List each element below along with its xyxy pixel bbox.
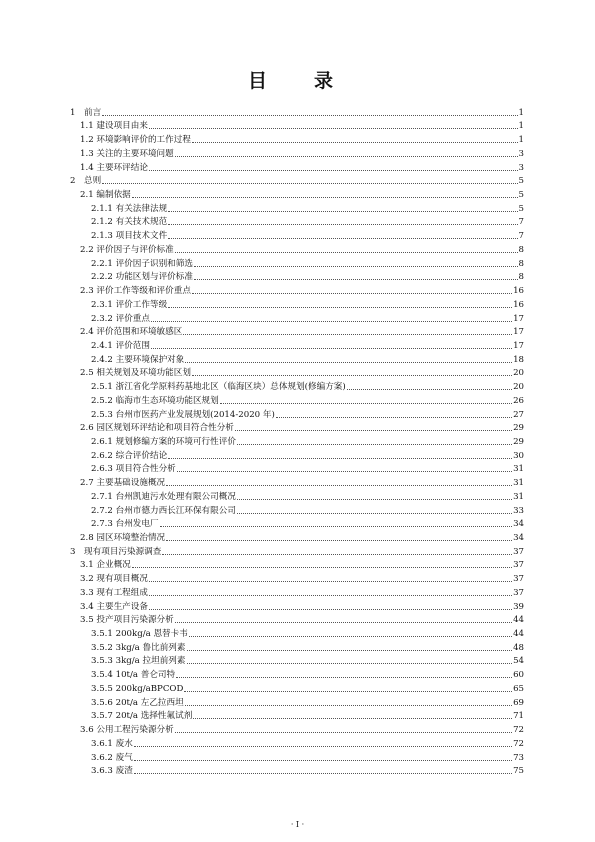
toc-entry-label: 3.5.2 3kg/a 鲁比前列素 bbox=[91, 642, 186, 653]
toc-entry-page: 37 bbox=[513, 574, 524, 585]
toc-entry[interactable] bbox=[70, 461, 524, 475]
toc-entry[interactable] bbox=[70, 502, 524, 516]
toc-entry-label: 1.2 环境影响评价的工作过程 bbox=[80, 135, 191, 146]
toc-entry-page: 37 bbox=[513, 560, 524, 571]
toc-entry[interactable] bbox=[70, 694, 524, 708]
toc-dot-leader bbox=[168, 307, 512, 308]
toc-entry[interactable] bbox=[70, 131, 524, 145]
toc-entry[interactable] bbox=[70, 214, 524, 228]
toc-entry[interactable] bbox=[70, 173, 524, 187]
toc-dot-leader bbox=[185, 705, 512, 706]
toc-entry-page: 8 bbox=[518, 272, 524, 283]
toc-entry-label: 2.5.1 浙江省化学原料药基地北区（临海区块）总体规划(修编方案) bbox=[91, 382, 346, 393]
toc-dot-leader bbox=[134, 773, 512, 774]
toc-entry-page: 31 bbox=[513, 464, 524, 475]
toc-entry[interactable] bbox=[70, 763, 524, 777]
toc-dot-leader bbox=[175, 622, 512, 623]
toc-entry-page: 16 bbox=[513, 286, 524, 297]
toc-entry-page: 17 bbox=[513, 327, 524, 338]
toc-dot-leader bbox=[237, 499, 512, 500]
toc-entry-page: 7 bbox=[518, 231, 524, 242]
toc-entry[interactable] bbox=[70, 557, 524, 571]
toc-dot-leader bbox=[132, 197, 518, 198]
toc-dot-leader bbox=[102, 115, 517, 116]
page-title: 目 录 bbox=[247, 70, 347, 92]
toc-entry[interactable] bbox=[70, 749, 524, 763]
toc-dot-leader bbox=[193, 718, 512, 719]
toc-entry-page: 31 bbox=[513, 478, 524, 489]
toc-entry-label: 2.7.3 台州发电厂 bbox=[91, 519, 159, 530]
toc-entry-label: 3.5.7 20t/a 选择性氟试剂 bbox=[91, 711, 193, 722]
toc-entry-label: 1.3 关注的主要环境问题 bbox=[80, 148, 174, 159]
toc-entry-label: 3.5.5 200kg/aBPCOD bbox=[91, 683, 184, 694]
toc-entry-page: 65 bbox=[513, 683, 524, 694]
toc-dot-leader bbox=[192, 293, 512, 294]
toc-entry-page: 34 bbox=[513, 533, 524, 543]
toc-entry-page: 17 bbox=[513, 340, 524, 351]
toc-entry-label: 2.3.1 评价工作等级 bbox=[91, 299, 168, 310]
toc-entry-label: 2.2.1 评价因子识别和筛选 bbox=[91, 258, 193, 269]
toc-entry[interactable] bbox=[70, 365, 524, 379]
toc-entry-page: 1 bbox=[518, 135, 524, 146]
toc-dot-leader bbox=[189, 636, 512, 637]
toc-entry[interactable] bbox=[70, 351, 524, 365]
toc-entry-label: 2.5.2 临海市生态环境功能区规划 bbox=[91, 395, 219, 406]
toc-dot-leader bbox=[132, 567, 512, 568]
toc-entry-label: 2 总则 bbox=[70, 176, 102, 187]
toc-dot-leader bbox=[175, 732, 512, 733]
toc-entry[interactable] bbox=[70, 104, 524, 118]
toc-entry-page: 29 bbox=[513, 423, 524, 434]
toc-dot-leader bbox=[160, 526, 512, 527]
toc-entry-page: 7 bbox=[518, 217, 524, 228]
toc-entry-label: 3.4 主要生产设备 bbox=[80, 601, 148, 612]
toc-entry[interactable] bbox=[70, 639, 524, 653]
toc-dot-leader bbox=[187, 650, 513, 651]
toc-entry[interactable] bbox=[70, 584, 524, 598]
toc-dot-leader bbox=[220, 403, 512, 404]
toc-entry-label: 3.6.1 废水 bbox=[91, 738, 133, 749]
toc-dot-leader bbox=[184, 691, 512, 692]
toc-dot-leader bbox=[168, 458, 512, 459]
toc-entry-page: 54 bbox=[513, 656, 524, 667]
toc-entry[interactable] bbox=[70, 680, 524, 694]
toc-dot-leader bbox=[134, 746, 512, 747]
toc-entry[interactable] bbox=[70, 433, 524, 447]
toc-entry-label: 2.2 评价因子与评价标准 bbox=[80, 244, 174, 255]
toc-dot-leader bbox=[102, 183, 517, 184]
toc-entry[interactable] bbox=[70, 186, 524, 200]
toc-entry[interactable] bbox=[70, 145, 524, 159]
toc-entry-page: 73 bbox=[513, 752, 524, 763]
toc-entry-page: 48 bbox=[513, 642, 524, 653]
toc-dot-leader bbox=[166, 485, 512, 486]
toc-dot-leader bbox=[134, 760, 512, 761]
toc-entry-label: 2.4 评价范围和环境敏感区 bbox=[80, 327, 183, 338]
toc-entry-page: 8 bbox=[518, 244, 524, 255]
toc-entry-page: 29 bbox=[513, 436, 524, 447]
toc-entry[interactable] bbox=[70, 653, 524, 667]
toc-dot-leader bbox=[194, 266, 518, 267]
toc-entry[interactable] bbox=[70, 378, 524, 392]
toc-entry-label: 2.8 园区环境整治情况 bbox=[80, 533, 166, 543]
toc-entry-label: 2.1.3 项目技术文件 bbox=[91, 231, 168, 242]
toc-entry[interactable] bbox=[70, 598, 524, 612]
toc-entry[interactable] bbox=[70, 612, 524, 626]
toc-dot-leader bbox=[166, 540, 512, 541]
toc-entry-page: 5 bbox=[518, 190, 524, 201]
toc-entry-label: 2.7.1 台州凯迪污水处理有限公司概况 bbox=[91, 491, 236, 502]
toc-dot-leader bbox=[187, 663, 513, 664]
toc-entry[interactable] bbox=[70, 392, 524, 406]
toc-dot-leader bbox=[237, 513, 512, 514]
toc-entry-page: 20 bbox=[513, 382, 524, 393]
toc-dot-leader bbox=[347, 389, 512, 390]
toc-entry-label: 3.5.4 10t/a 普仑司特 bbox=[91, 670, 176, 681]
toc-entry[interactable] bbox=[70, 708, 524, 722]
toc-entry-page: 30 bbox=[513, 450, 524, 461]
toc-dot-leader bbox=[185, 362, 512, 363]
toc-entry[interactable] bbox=[70, 241, 524, 255]
toc-entry[interactable] bbox=[70, 570, 524, 584]
toc-entry[interactable] bbox=[70, 324, 524, 338]
toc-entry[interactable] bbox=[70, 310, 524, 324]
toc-entry-page: 1 bbox=[518, 107, 524, 118]
toc-entry[interactable] bbox=[70, 474, 524, 488]
toc-entry-label: 2.7 主要基础设施概况 bbox=[80, 478, 166, 489]
toc-dot-leader bbox=[192, 375, 512, 376]
toc-entry-page: 75 bbox=[513, 766, 524, 777]
toc-dot-leader bbox=[149, 581, 512, 582]
toc-entry-page: 20 bbox=[513, 368, 524, 379]
toc-entry-page: 3 bbox=[518, 162, 524, 173]
toc-entry-page: 5 bbox=[518, 176, 524, 187]
toc-entry-label: 2.1.1 有关法律法规 bbox=[91, 203, 168, 214]
toc-entry-label: 3.6 公用工程污染源分析 bbox=[80, 725, 174, 736]
toc-entry-page: 44 bbox=[513, 615, 524, 626]
toc-dot-leader bbox=[192, 142, 518, 143]
toc-entry-page: 5 bbox=[518, 203, 524, 214]
toc-entry[interactable] bbox=[70, 447, 524, 461]
toc-entry[interactable] bbox=[70, 118, 524, 132]
toc-entry[interactable] bbox=[70, 529, 524, 543]
toc-entry-page: 69 bbox=[513, 697, 524, 708]
toc-entry[interactable] bbox=[70, 420, 524, 434]
toc-entry-label: 3.3 现有工程组成 bbox=[80, 587, 148, 598]
toc-entry-label: 3.5.3 3kg/a 拉坦前列素 bbox=[91, 656, 186, 667]
toc-entry[interactable] bbox=[70, 337, 524, 351]
toc-entry-page: 3 bbox=[518, 148, 524, 159]
toc-entry-page: 37 bbox=[513, 587, 524, 598]
toc-entry[interactable] bbox=[70, 721, 524, 735]
toc-entry-label: 2.6.1 规划修编方案的环境可行性评价 bbox=[91, 436, 236, 447]
toc-entry-page: 72 bbox=[513, 738, 524, 749]
toc-entry-label: 2.5.3 台州市医药产业发展规划(2014-2020 年) bbox=[91, 409, 275, 420]
toc-entry-page: 17 bbox=[513, 313, 524, 324]
toc-dot-leader bbox=[177, 471, 512, 472]
toc-entry[interactable] bbox=[70, 282, 524, 296]
toc-entry-label: 2.3 评价工作等级和评价重点 bbox=[80, 286, 191, 297]
toc-entry-page: 60 bbox=[513, 670, 524, 681]
toc-entry-label: 3 现有项目污染源调查 bbox=[70, 546, 162, 557]
toc-entry-label: 3.5.1 200kg/a 恩替卡韦 bbox=[91, 629, 188, 640]
toc-dot-leader bbox=[149, 595, 512, 596]
toc-dot-leader bbox=[149, 128, 518, 129]
toc-dot-leader bbox=[183, 334, 512, 335]
toc-entry-page: 39 bbox=[513, 601, 524, 612]
toc-dot-leader bbox=[162, 554, 512, 555]
toc-entry-label: 3.6.2 废气 bbox=[91, 752, 133, 763]
toc-entry[interactable] bbox=[70, 296, 524, 310]
toc-entry-label: 3.2 现有项目概况 bbox=[80, 574, 148, 585]
toc-dot-leader bbox=[176, 677, 512, 678]
toc-dot-leader bbox=[175, 252, 518, 253]
toc-entry-label: 2.6.2 综合评价结论 bbox=[91, 450, 168, 461]
toc-entry-label: 2.4.1 评价范围 bbox=[91, 340, 150, 351]
toc-entry[interactable] bbox=[70, 488, 524, 502]
toc-entry[interactable] bbox=[70, 735, 524, 749]
toc-entry-page: 18 bbox=[513, 354, 524, 365]
toc-entry-label: 3.1 企业概况 bbox=[80, 560, 131, 571]
toc-entry-label: 2.6 园区规划环评结论和项目符合性分析 bbox=[80, 423, 234, 434]
toc-dot-leader bbox=[151, 348, 512, 349]
toc-dot-leader bbox=[276, 417, 512, 418]
toc-entry-page: 44 bbox=[513, 629, 524, 640]
toc-dot-leader bbox=[175, 156, 518, 157]
toc-entry[interactable] bbox=[70, 269, 524, 283]
toc-entry-label: 3.5 投产项目污染源分析 bbox=[80, 615, 174, 626]
toc-entry[interactable] bbox=[70, 200, 524, 214]
toc-entry[interactable] bbox=[70, 255, 524, 269]
toc-entry-label: 2.3.2 评价重点 bbox=[91, 313, 150, 324]
toc-entry-page: 16 bbox=[513, 299, 524, 310]
toc-entry[interactable] bbox=[70, 227, 524, 241]
toc-dot-leader bbox=[237, 444, 512, 445]
toc-dot-leader bbox=[168, 211, 517, 212]
toc-entry-page: 33 bbox=[513, 505, 524, 516]
toc-entry-label: 3.6.3 废渣 bbox=[91, 766, 133, 777]
toc-entry-label: 2.2.2 功能区划与评价标准 bbox=[91, 272, 193, 283]
toc-entry-label: 2.1 编制依据 bbox=[80, 190, 131, 201]
page-number: · I · bbox=[290, 820, 305, 829]
toc-entry-label: 1.1 建设项目由来 bbox=[80, 121, 148, 132]
toc-entry-label: 2.4.2 主要环境保护对象 bbox=[91, 354, 185, 365]
toc-entry-label: 2.7.2 台州市德力西长江环保有限公司 bbox=[91, 505, 236, 516]
toc-entry-page: 31 bbox=[513, 491, 524, 502]
toc-dot-leader bbox=[151, 321, 512, 322]
toc-dot-leader bbox=[149, 170, 518, 171]
toc-dot-leader bbox=[168, 224, 517, 225]
toc-entry[interactable] bbox=[70, 625, 524, 639]
toc-entry-label: 2.1.2 有关技术规范 bbox=[91, 217, 168, 228]
toc-entry-page: 26 bbox=[513, 395, 524, 406]
toc-entry-page: 72 bbox=[513, 725, 524, 736]
toc-dot-leader bbox=[168, 238, 517, 239]
toc-entry-label: 1 前言 bbox=[70, 107, 102, 118]
toc-entry-label: 2.5 相关规划及环境功能区划 bbox=[80, 368, 191, 379]
toc-dot-leader bbox=[194, 279, 518, 280]
toc-entry-page: 8 bbox=[518, 258, 524, 269]
toc-entry-page: 1 bbox=[518, 121, 524, 132]
toc-entry-page: 71 bbox=[513, 711, 524, 722]
toc-entry[interactable] bbox=[70, 516, 524, 530]
toc-entry-page: 34 bbox=[513, 519, 524, 530]
toc-dot-leader bbox=[235, 430, 512, 431]
toc-entry[interactable] bbox=[70, 406, 524, 420]
toc-entry-label: 1.4 主要环评结论 bbox=[80, 162, 148, 173]
table-of-contents bbox=[70, 104, 524, 776]
toc-entry-label: 3.5.6 20t/a 左乙拉西坦 bbox=[91, 697, 184, 708]
toc-dot-leader bbox=[149, 609, 512, 610]
toc-entry-label: 2.6.3 项目符合性分析 bbox=[91, 464, 176, 475]
toc-entry-page: 27 bbox=[513, 409, 524, 420]
toc-entry[interactable] bbox=[70, 666, 524, 680]
toc-entry-page: 37 bbox=[513, 546, 524, 557]
toc-entry[interactable] bbox=[70, 543, 524, 557]
toc-entry[interactable] bbox=[70, 159, 524, 173]
